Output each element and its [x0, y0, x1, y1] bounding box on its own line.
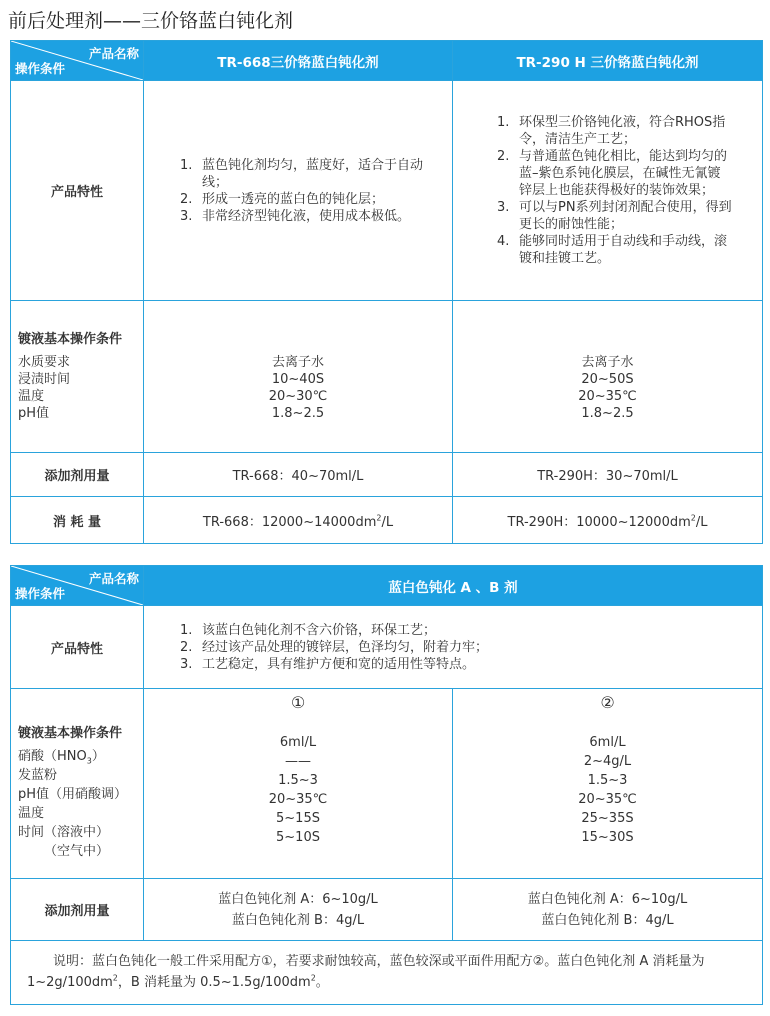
tr290h-time: 20~50S	[581, 372, 634, 387]
feature-number: 2.	[497, 149, 510, 164]
corner-header-cell	[11, 41, 144, 81]
formula1-marker: ①	[290, 693, 306, 712]
formula1-powder: ——	[285, 754, 311, 769]
tr668-ph: 1.8~2.5	[271, 406, 325, 421]
tr668-water: 去离子水	[271, 355, 324, 370]
tr668-dosage: TR-668：40~70ml/L	[144, 453, 453, 497]
column-title-tr668: TR-668三价铬蓝白钝化剂	[144, 41, 453, 81]
dosage-label: 添加剂用量	[11, 453, 144, 497]
condition-label-time: 浸渍时间	[18, 372, 71, 387]
feature-number: 1.	[497, 115, 510, 130]
feature-item	[180, 208, 430, 225]
formula1-temp: 20~35℃	[268, 792, 328, 807]
feature-number: 1.	[180, 157, 193, 173]
feature-item	[180, 639, 752, 656]
feature-item	[180, 157, 430, 191]
consumption-label: 消 耗 量	[11, 497, 144, 544]
formula2-marker: ②	[600, 693, 615, 712]
tr668-consumption-exponent: 2	[376, 513, 382, 523]
tr290h-temp: 20~35℃	[578, 389, 637, 404]
tr668-features-cell	[144, 81, 453, 301]
table2-conditions-row	[11, 689, 763, 879]
table2-conditions-title: 镀液基本操作条件	[18, 726, 123, 741]
table2-corner-product-name: 产品名称	[88, 571, 139, 586]
feature-number: 3.	[497, 200, 510, 215]
feature-item	[497, 114, 732, 148]
table2-corner-header-cell	[11, 566, 144, 606]
tr290h-conditions-cell	[453, 301, 763, 453]
tr290h-consumption-exponent: 2	[690, 513, 696, 523]
table2-dosage-row	[11, 879, 763, 941]
corner-operating-conditions: 操作条件	[15, 61, 66, 76]
table2-dosage-label: 添加剂用量	[11, 879, 144, 941]
condition-label-temp: 温度	[18, 389, 45, 404]
tr668-time: 10~40S	[271, 372, 325, 387]
consumption-row	[11, 497, 763, 544]
conditions-row	[11, 301, 763, 453]
tr290h-consumption: TR-290H：10000~12000dm	[507, 514, 691, 530]
formula2-ph: 1.5~3	[587, 773, 628, 788]
conditions-label-cell	[11, 301, 144, 453]
formula1-dosage-cell	[144, 879, 453, 941]
feature-item	[497, 233, 732, 267]
features-row	[11, 81, 763, 301]
feature-item	[180, 191, 430, 208]
condition-label-time-solution: 时间（溶液中）	[18, 825, 110, 840]
tr290h-ph: 1.8~2.5	[581, 406, 634, 421]
tr668-conditions-cell	[144, 301, 453, 453]
table2-features-cell	[144, 606, 763, 689]
table2-note: 说明：蓝白色钝化一般工件采用配方①，若要求耐蚀较高，蓝色较深或平面件用配方②。蓝白色钝化剂 A 消耗量为 $1\sim 2g/100dm^2$，B 消耗量为 $0.5\sim 1.5g/100dm^2$。	[11, 941, 763, 1005]
feature-item	[180, 656, 752, 673]
conditions-title: 镀液基本操作条件	[18, 332, 123, 347]
tr668-consumption: TR-668：12000~14000dm	[202, 514, 377, 530]
feature-item	[497, 148, 732, 199]
table2-title: 蓝白色钝化 A 、B 剂	[144, 566, 763, 606]
feature-item	[497, 199, 732, 233]
tr290h-features-cell	[453, 81, 763, 301]
features-label: 产品特性	[11, 81, 144, 301]
feature-item	[180, 622, 752, 639]
formula1-ph: 1.5~3	[278, 773, 318, 788]
table2-corner-operating-conditions: 操作条件	[15, 586, 66, 601]
nitric-subscript: 3	[86, 756, 92, 766]
feature-text: 非常经济型钝化液，使用成本极低。	[202, 208, 411, 224]
formula2-temp: 20~35℃	[578, 792, 637, 807]
formula1-time-solution: 5~15S	[276, 811, 320, 826]
formula2-time-solution: 25~35S	[581, 811, 634, 826]
formula1-conditions-cell	[144, 689, 453, 879]
formula2-time-air: 15~30S	[581, 830, 634, 845]
table2-header-row	[11, 566, 763, 606]
feature-text: 能够同时适用于自动线和手动线，滚镀和挂镀工艺。	[519, 234, 728, 266]
tr668-temp: 20~30℃	[268, 389, 328, 404]
condition-label-time-air: （空气中）	[44, 844, 110, 859]
tr290h-consumption-unit: /L	[695, 514, 708, 530]
tr290h-consumption-cell	[453, 497, 763, 544]
formula1-nitric: 6ml/L	[279, 735, 317, 750]
page-title: 前后处理剂——三价铬蓝白钝化剂	[8, 10, 294, 32]
formula2-dosage-a: 蓝白色钝化剂 A：6~10g/L	[527, 891, 688, 907]
condition-label-nitric: 硝酸$(HNO_3)$	[18, 749, 105, 766]
table2-conditions-label-cell	[11, 689, 144, 879]
note-exponent-2: 2	[310, 973, 316, 983]
feature-number: 1.	[180, 622, 193, 638]
feature-text: 经过该产品处理的镀锌层，色泽均匀，附着力牢；	[202, 639, 489, 655]
feature-text: 与普通蓝色钝化相比，能达到均匀的蓝–紫色系钝化膜层，在碱性无氰镀锌层上也能获得极好的装饰效果；	[519, 149, 728, 198]
product-table-ab	[10, 565, 763, 1005]
feature-number: 3.	[180, 208, 193, 224]
formula2-powder: 2~4g/L	[583, 754, 632, 769]
formula2-conditions-cell	[453, 689, 763, 879]
feature-text: 该蓝白色钝化剂不含六价铬，环保工艺；	[202, 622, 437, 638]
table-header-row	[11, 41, 763, 81]
product-table-tr	[10, 40, 763, 544]
condition-label-ph2: pH值（用硝酸调）	[18, 787, 128, 802]
formula1-dosage-a: 蓝白色钝化剂 A：6~10g/L	[218, 891, 378, 907]
formula2-dosage-b: 蓝白色钝化剂 B：4g/L	[541, 912, 674, 928]
table2-features-row	[11, 606, 763, 689]
feature-number: 2.	[180, 639, 193, 655]
condition-label-ph: pH值	[18, 406, 50, 421]
feature-number: 3.	[180, 656, 193, 672]
tr668-consumption-cell	[144, 497, 453, 544]
tr668-features-list	[180, 157, 430, 225]
dosage-row	[11, 453, 763, 497]
note-exponent-1: 2	[112, 973, 118, 983]
condition-label-powder: 发蓝粉	[18, 768, 58, 783]
tr668-consumption-unit: /L	[381, 514, 394, 530]
table2-note-row	[11, 941, 763, 1005]
formula2-dosage-cell	[453, 879, 763, 941]
formula1-time-air: 5~10S	[276, 830, 320, 845]
condition-label-temp2: 温度	[18, 806, 45, 821]
corner-product-name: 产品名称	[88, 46, 139, 61]
formula2-nitric: 6ml/L	[589, 735, 626, 750]
feature-text: 可以与PN系列封闭剂配合使用，得到更长的耐蚀性能；	[519, 200, 732, 232]
formula1-dosage-b: 蓝白色钝化剂 B：4g/L	[231, 912, 365, 928]
tr290h-dosage: TR-290H：30~70ml/L	[453, 453, 763, 497]
feature-text: 形成一透亮的蓝白色的钝化层；	[202, 191, 385, 207]
feature-number: 4.	[497, 234, 510, 249]
tr290h-features-list	[497, 114, 732, 267]
column-title-tr290h: TR-290 H 三价铬蓝白钝化剂	[453, 41, 763, 81]
feature-number: 2.	[180, 191, 193, 207]
table2-features-list	[180, 622, 752, 673]
feature-text: 蓝色钝化剂均匀，蓝度好，适合于自动线；	[202, 157, 424, 190]
feature-text: 工艺稳定，具有维护方便和宽的适用性等特点。	[202, 656, 476, 672]
feature-text: 环保型三价铬钝化液，符合RHOS指令，清洁生产工艺；	[519, 115, 726, 147]
table2-features-label: 产品特性	[11, 606, 144, 689]
condition-label-water: 水质要求	[18, 355, 71, 370]
tr290h-water: 去离子水	[581, 355, 634, 370]
